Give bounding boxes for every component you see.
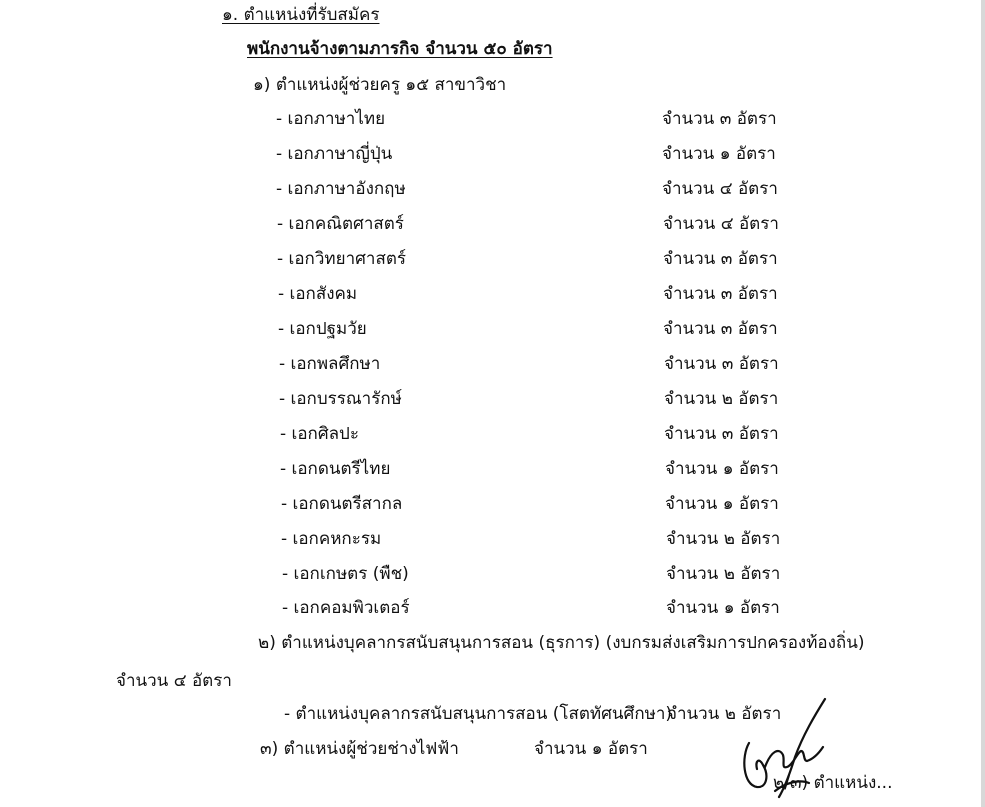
list-item-count: จำนวน ๓ อัตรา (664, 354, 779, 374)
list-item-count: จำนวน ๒ อัตรา (666, 529, 781, 549)
group2-count: จำนวน ๔ อัตรา (116, 671, 232, 691)
section-title: ๑. ตำแหน่งที่รับสมัคร (222, 5, 380, 25)
list-item-label: - เอกบรรณารักษ์ (279, 389, 402, 409)
list-item-label: - เอกวิทยาศาสตร์ (277, 249, 406, 269)
list-item-label: - เอกดนตรีสากล (281, 494, 403, 514)
group2b-label: - ตำแหน่งบุคลากรสนับสนุนการสอน (โสตทัศนศึกษา) (284, 704, 673, 724)
list-item-count: จำนวน ๑ อัตรา (665, 494, 779, 514)
list-item-count: จำนวน ๓ อัตรา (663, 249, 778, 269)
group3-count: จำนวน ๑ อัตรา (534, 739, 648, 759)
group2b-count: จำนวน ๒ อัตรา (667, 704, 782, 724)
list-item-label: - เอกพลศึกษา (279, 354, 381, 374)
list-item-label: - เอกภาษาอังกฤษ (276, 179, 406, 199)
list-item-label: - เอกปฐมวัย (278, 319, 367, 339)
list-item-count: จำนวน ๓ อัตรา (664, 424, 779, 444)
scan-edge (981, 0, 985, 807)
list-item-count: จำนวน ๑ อัตรา (666, 598, 780, 618)
list-item-count: จำนวน ๓ อัตรา (663, 284, 778, 304)
list-item-count: จำนวน ๓ อัตรา (662, 109, 777, 129)
list-item-label: - เอกคณิตศาสตร์ (277, 214, 404, 234)
list-item-count: จำนวน ๒ อัตรา (664, 389, 779, 409)
list-item-count: จำนวน ๑ อัตรา (662, 144, 776, 164)
list-item-label: - เอกภาษาไทย (276, 109, 386, 129)
list-item-count: จำนวน ๑ อัตรา (665, 459, 779, 479)
list-item-label: - เอกเกษตร (พืช) (282, 564, 409, 584)
list-item-label: - เอกภาษาญี่ปุ่น (276, 144, 393, 164)
sub-title: พนักงานจ้างตามภารกิจ จำนวน ๕๐ อัตรา (247, 39, 553, 59)
group2-title: ๒) ตำแหน่งบุคลากรสนับสนุนการสอน (ธุรการ) (งบกรมส่งเสริมการปกครองท้องถิ่น) (258, 633, 865, 653)
list-item-label: - เอกสังคม (278, 284, 358, 304)
list-item-count: จำนวน ๓ อัตรา (663, 319, 778, 339)
group3-title: ๓) ตำแหน่งผู้ช่วยช่างไฟฟ้า (260, 739, 459, 759)
list-item-count: จำนวน ๒ อัตรา (666, 564, 781, 584)
list-item-label: - เอกคหกะรม (281, 529, 382, 549)
list-item-count: จำนวน ๔ อัตรา (663, 214, 779, 234)
group1-title: ๑) ตำแหน่งผู้ช่วยครู ๑๕ สาขาวิชา (253, 75, 507, 95)
page-continuation: ๒/๓) ตำแหน่ง... (773, 773, 893, 793)
list-item-label: - เอกดนตรีไทย (280, 459, 391, 479)
list-item-label: - เอกศิลปะ (280, 424, 359, 444)
list-item-count: จำนวน ๔ อัตรา (662, 179, 778, 199)
list-item-label: - เอกคอมพิวเตอร์ (282, 598, 410, 618)
